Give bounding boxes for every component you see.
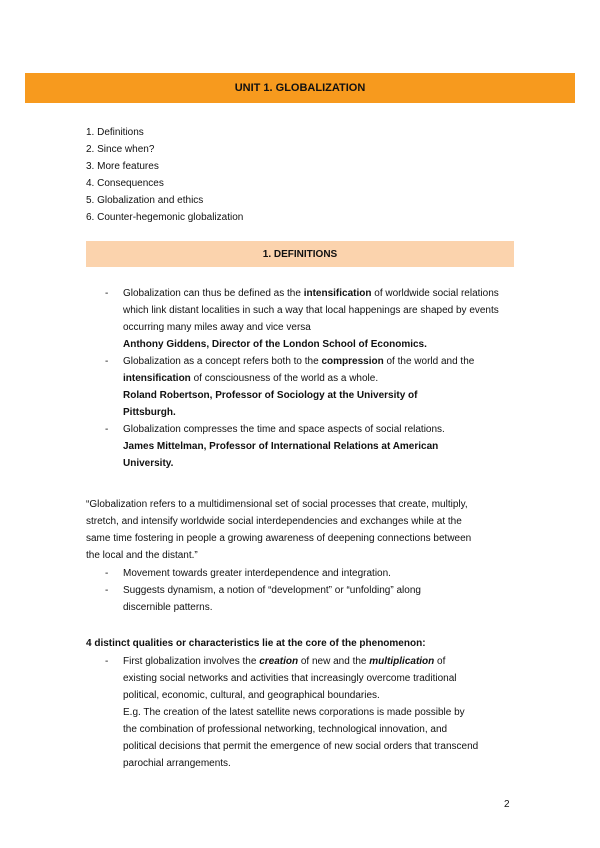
- page-number: 2: [504, 799, 510, 810]
- unit-title-banner: [25, 73, 575, 103]
- dash-bullet: -: [105, 356, 109, 367]
- toc-item: 4. Consequences: [86, 178, 164, 189]
- quality-item: [105, 653, 480, 772]
- definition-text: of consciousness of the world as a whole.: [190, 373, 379, 384]
- definition-text: of the world and the: [383, 356, 475, 367]
- definition-item: [105, 353, 517, 421]
- quote-point: [105, 565, 465, 582]
- dash-bullet: -: [105, 424, 109, 435]
- definition-text: of worldwide social relations which link distant localities in such a way that local happenings are shaped by events occurring many miles away and vice versa: [123, 288, 499, 333]
- definition-text: Globalization compresses the time and space aspects of social relations.: [123, 424, 445, 435]
- quality-text: of existing social networks and activities that increasingly overcome traditional political, economic, cultural, and geographical boundaries.: [123, 656, 457, 701]
- definition-text: Globalization can thus be defined as the: [123, 288, 304, 299]
- quote-points-list: [105, 565, 465, 616]
- qualities-list: [105, 653, 480, 772]
- quality-keyword: creation: [259, 656, 299, 667]
- quality-text: First globalization involves the: [123, 656, 260, 667]
- unit-title: UNIT 1. GLOBALIZATION: [234, 82, 366, 94]
- quality-text: of new and the: [298, 656, 370, 667]
- dash-bullet: -: [105, 568, 109, 579]
- quality-keyword: multiplication: [369, 656, 435, 667]
- definition-text: Globalization as a concept refers both to the: [123, 356, 322, 367]
- quote-point: [105, 582, 465, 616]
- quote-point-text: Suggests dynamism, a notion of “development” or “unfolding” along discernible patterns.: [123, 585, 421, 613]
- definition-keyword: compression: [321, 356, 384, 367]
- definition-item: [105, 285, 517, 353]
- dash-bullet: -: [105, 656, 109, 667]
- definition-keyword: intensification: [303, 288, 372, 299]
- table-of-contents: [86, 124, 243, 226]
- definition-keyword: intensification: [123, 373, 191, 384]
- toc-item: 5. Globalization and ethics: [86, 195, 204, 206]
- toc-item: 3. More features: [86, 161, 159, 172]
- definition-author: Roland Robertson, Professor of Sociology at the University of Pittsburgh.: [123, 390, 418, 418]
- toc-item: 1. Definitions: [86, 127, 144, 138]
- toc-item: 6. Counter-hegemonic globalization: [86, 212, 244, 223]
- dash-bullet: -: [105, 585, 109, 596]
- quote-point-text: Movement towards greater interdependence and integration.: [123, 568, 391, 579]
- section-title: 1. DEFINITIONS: [262, 248, 338, 260]
- section-title-banner: [86, 241, 514, 267]
- dash-bullet: -: [105, 288, 109, 299]
- qualities-heading: 4 distinct qualities or characteristics lie at the core of the phenomenon:: [86, 638, 426, 649]
- definition-author: James Mittelman, Professor of International Relations at American University.: [123, 441, 439, 469]
- definition-author: Anthony Giddens, Director of the London School of Economics.: [123, 339, 427, 350]
- quote-paragraph: “Globalization refers to a multidimensional set of social processes that create, multiply, stretch, and intensify worldwide social interdependencies and exchanges while at the same time fostering in people a growing awareness of deepening connections between the local and the distant.”: [86, 499, 472, 561]
- quality-example: E.g. The creation of the latest satellite news corporations is made possible by the combination of professional networking, technological innovation, and political decisions that permit the emergence of new social orders that transcend parochial arrangements.: [123, 707, 479, 769]
- toc-item: 2. Since when?: [86, 144, 155, 155]
- definition-item: [105, 421, 517, 472]
- definitions-list: [105, 285, 517, 472]
